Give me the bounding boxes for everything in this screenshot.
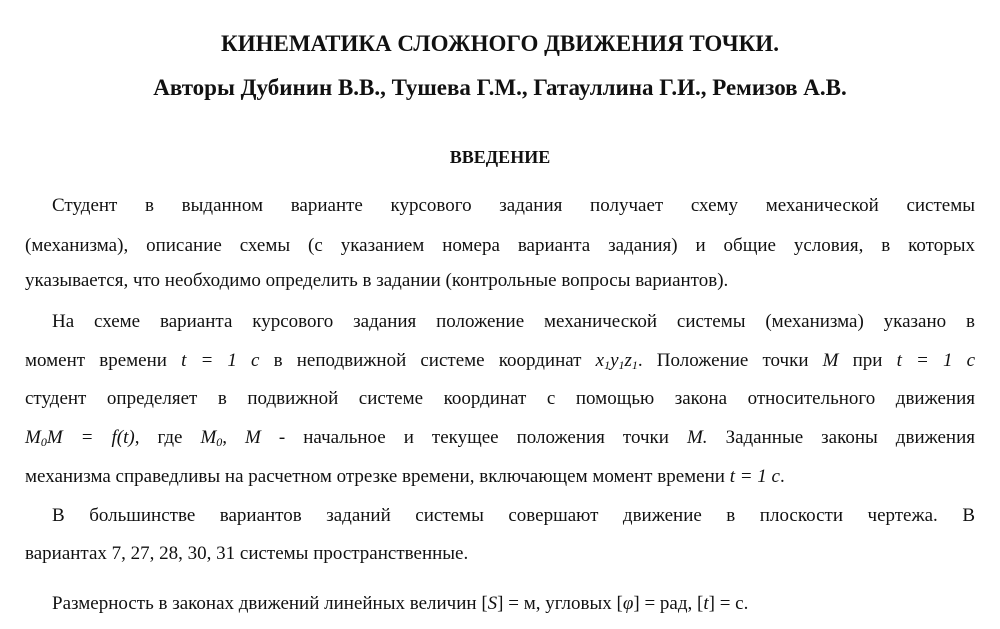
- text-span: ] = с.: [708, 593, 749, 614]
- text-span: ,: [222, 427, 228, 448]
- variable-symbol: φ: [622, 593, 634, 614]
- motion-law-formula: $M_0M = f(t)$: [25, 427, 135, 449]
- section-heading: ВВЕДЕНИЕ: [449, 147, 551, 167]
- paragraph-3-line-1: В большинстве вариантов заданий системы совершают движение в плоскости чертежа. В: [52, 505, 975, 526]
- text-span: . Положение точки: [637, 350, 809, 371]
- paragraph-1-line-3: указывается, что необходимо определить в задании (контрольные вопросы вариантов).: [25, 270, 729, 291]
- point-label: M: [245, 427, 261, 448]
- coordinate-system-label: $x_1y_1z_1$: [595, 350, 638, 372]
- point-label: M.: [686, 427, 708, 448]
- text-span: при: [852, 350, 883, 371]
- paragraph-4-line-1: [52, 591, 975, 617]
- time-expression: t = 1 c: [896, 350, 976, 371]
- point-label: $M_0$: [200, 427, 223, 449]
- paragraph-2-line-4: [25, 425, 975, 451]
- variable-symbol: t: [703, 593, 709, 614]
- text-span: момент времени: [25, 350, 167, 371]
- text-span: Заданные законы движения: [725, 427, 976, 448]
- text-span: - начальное и текущее положения точки: [278, 427, 669, 448]
- point-label: M: [822, 350, 839, 371]
- text-span: .: [779, 466, 785, 487]
- document-title: КИНЕМАТИКА СЛОЖНОГО ДВИЖЕНИЯ ТОЧКИ.: [221, 31, 779, 56]
- document-authors: Авторы Дубинин В.В., Тушева Г.М., Гатауллина Г.И., Ремизов А.В.: [153, 75, 847, 100]
- variable-symbol: S: [487, 593, 498, 614]
- paragraph-2-line-2: [25, 348, 975, 374]
- paragraph-2-line-3: студент определяет в подвижной системе координат с помощью закона относительного движения: [25, 388, 975, 409]
- paragraph-1-line-2: (механизма), описание схемы (с указанием номера варианта задания) и общие условия, в которых: [25, 235, 975, 256]
- paragraph-2-line-1: На схеме варианта курсового задания положение механической системы (механизма) указано в: [52, 311, 975, 332]
- paragraph-2-line-5: [25, 464, 975, 490]
- text-span: ] = рад, [: [633, 593, 704, 614]
- text-span: в неподвижной системе координат: [273, 350, 582, 371]
- text-span: ] = м, угловых [: [497, 593, 623, 614]
- time-expression: t = 1 c: [729, 466, 780, 487]
- text-span: Размерность в законах движений линейных величин [: [52, 593, 488, 614]
- text-span: , где: [134, 427, 183, 448]
- paragraph-3-line-2: вариантах 7, 27, 28, 30, 31 системы пространственные.: [25, 543, 469, 564]
- time-expression: t = 1 c: [181, 350, 260, 371]
- text-span: механизма справедливы на расчетном отрезке времени, включающем момент времени: [25, 466, 725, 487]
- paragraph-1-line-1: Студент в выданном варианте курсового задания получает схему механической системы: [52, 195, 975, 216]
